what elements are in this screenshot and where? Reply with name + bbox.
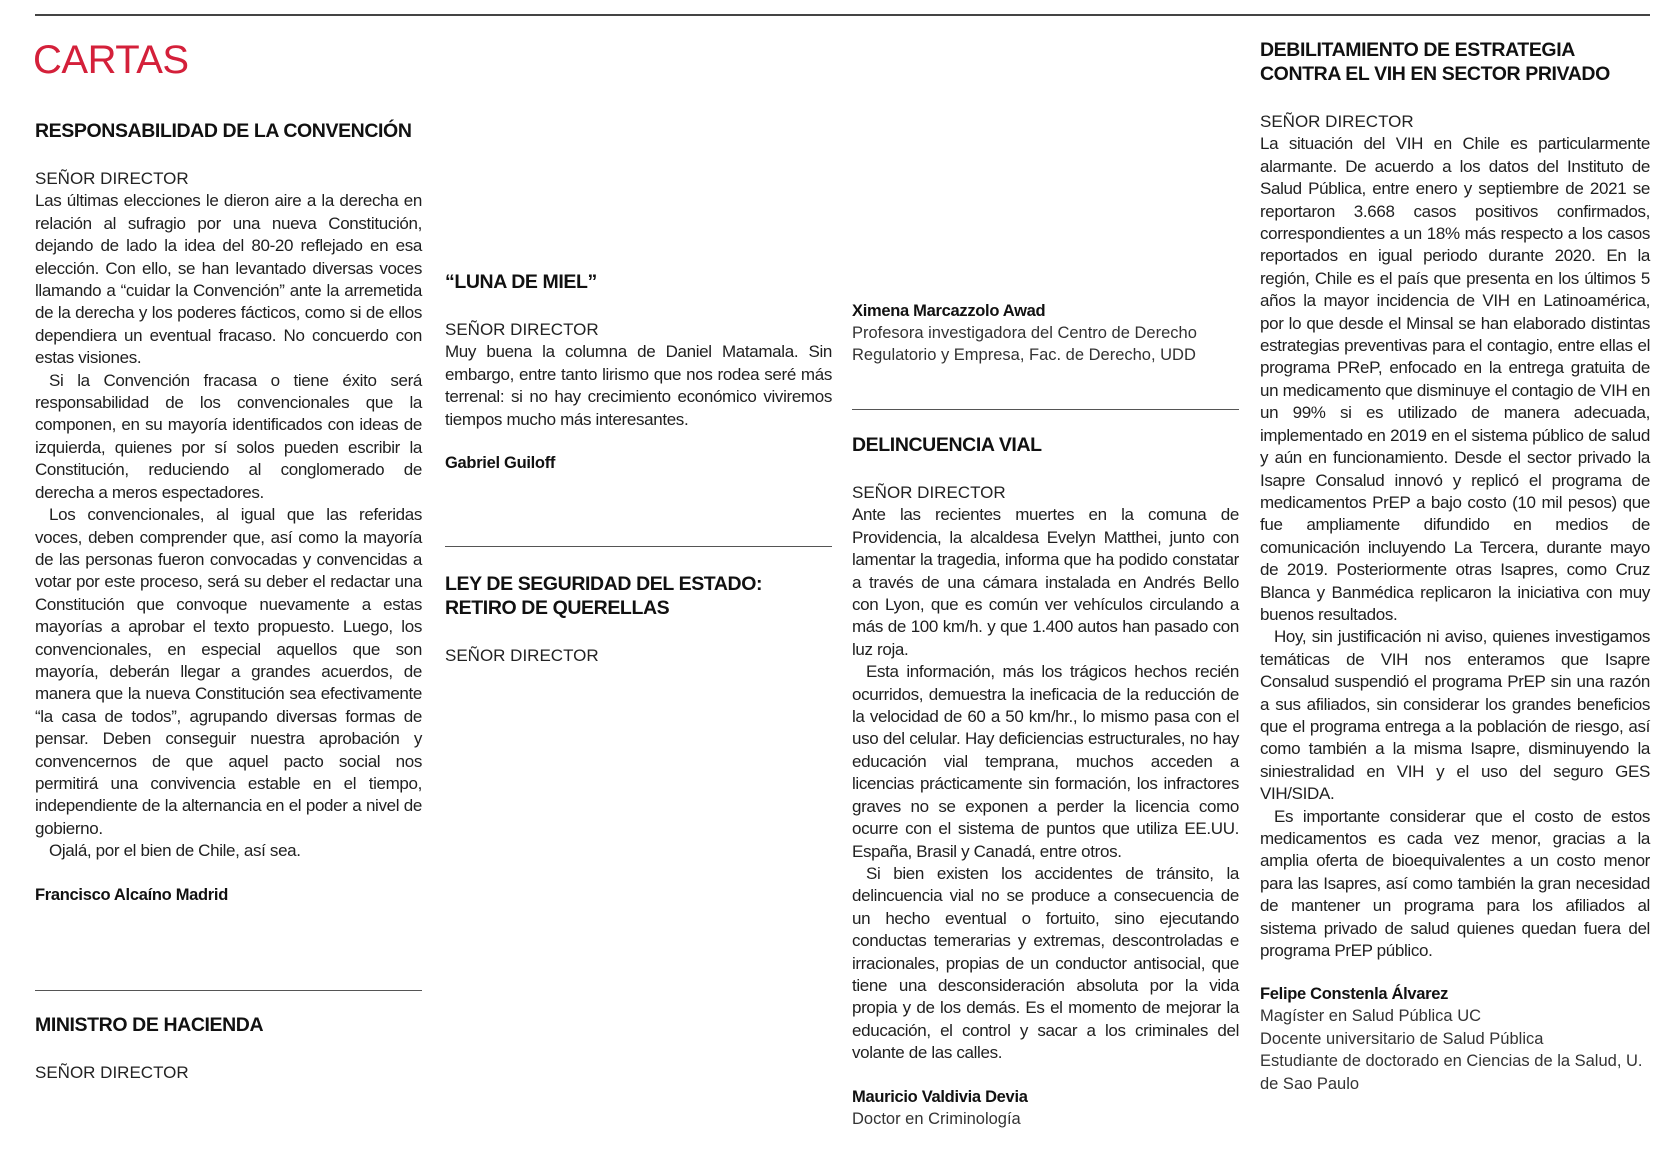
letter-paragraph: Si bien existen los accidentes de tránsito, la delincuencia vial no se produce a consecuencia de un hecho eventual o fortuito, sino ejecutando conductas temerarias y extremas, descontroladas e irracionales, propias de un conductor antisocial, que tiene una desconsideración absoluta por la vida propia y de los demás. Es el momento de mejorar la educación, el control y sacar a los criminales del volante de las calles. xyxy=(852,863,1239,1063)
letter-paragraph: La situación del VIH en Chile es particularmente alarmante. De acuerdo a los datos del Instituto de Salud Pública, entre enero y septiembre de 2021 se reportaron 3.668 casos positivos confirmados, correspondientes a un 18% más respecto a los casos reportados en igual periodo durante 2020. En la región, Chile es el país que presenta en los últimos 5 años la mayor incidencia de VIH en Latinoamérica, por lo que desde el Minsal se han elaborado distintas estrategias preventivas para el contagio, entre ellas el programa PReP, enfocado en la entrega gratuita de un medicamento que disminuye el contagio de VIH en un 99% si es utilizado de manera adecuada, implementado en 2019 en el sistema público de salud y aún en funcionamiento. Desde el sector privado la Isapre Consalud innovó y replicó el programa de medicamentos PrEP a bajo costo (10 mil pesos) que fue ampliamente difundido en medios de comunicación incluyendo La Tercera, durante mayo de 2019. Posteriormente otras Isapres, como Cruz Blanca y Banmédica replicaron la iniciativa con muy buenos resultados. xyxy=(1260,134,1650,624)
letter-credentials xyxy=(852,1108,1239,1130)
letter-paragraph: Los convencionales, al igual que las referidas voces, deben comprender que, así como la mayoría de las personas fueron convocadas y convencidas a votar por este proceso, será su deber el redactar una Constitución que convoque nuevamente a estas mayorías a aprobar el texto propuesto. Luego, los convencionales, en especial aquellos que son mayoría, deberán llegar a grandes acuerdos, de manera que la nueva Constitución sea efectivamente “la casa de todos”, agrupando diversas formas de pensar. Deben conseguir nuestra aprobación y convencernos de que aquel pacto social nos permitirá una convivencia estable en el tiempo, independiente de la alternancia en el poder a nivel de gobierno. xyxy=(35,505,422,838)
column-1 xyxy=(35,0,422,1175)
credential-line: Profesora investigadora del Centro de Derecho Regulatorio y Empresa, Fac. de Derecho, UDD xyxy=(852,324,1197,365)
credential-line: Magíster en Salud Pública UC xyxy=(1260,1007,1482,1026)
column-2 xyxy=(445,0,832,1175)
letter-body xyxy=(35,190,422,862)
credential-line: Estudiante de doctorado en Ciencias de la Salud, U. de Sao Paulo xyxy=(1260,1052,1643,1093)
letter-paragraph: Ojalá, por el bien de Chile, así sea. xyxy=(49,841,301,861)
letter-salutation: SEÑOR DIRECTOR xyxy=(852,483,1006,502)
letter-paragraph: Las últimas elecciones le dieron aire a la derecha en relación al sufragio por una nueva Constitución, dejando de lado la idea del 80-20 reflejado en esa elección. Con ello, se han levantado diversas voces llamando a “cuidar la Convención” ante la arremetida de la derecha y los poderes fácticos, como si de ellos dependiera un eventual fracaso. No concuerdo con estas visiones. xyxy=(35,191,422,368)
letter-salutation: SEÑOR DIRECTOR xyxy=(35,1063,189,1082)
letter-debilitamiento-vih xyxy=(1260,38,1650,1095)
column-4 xyxy=(1260,0,1650,1175)
letter-signature: Mauricio Valdivia Devia xyxy=(852,1087,1028,1106)
letter-body xyxy=(1260,133,1650,962)
letter-headline: DEBILITAMIENTO DE ESTRATEGIA CONTRA EL VIH EN SECTOR PRIVADO xyxy=(1260,39,1610,85)
column-divider-rule xyxy=(35,990,422,991)
letter-headline: RESPONSABILIDAD DE LA CONVENCIÓN xyxy=(35,120,412,142)
letter-delincuencia-vial xyxy=(852,433,1239,1130)
column-3 xyxy=(852,0,1239,1175)
column-divider-rule xyxy=(445,546,832,547)
letter-salutation: SEÑOR DIRECTOR xyxy=(445,320,599,339)
letter-paragraph: Esta información, más los trágicos hechos recién ocurridos, demuestra la ineficacia de la reducción de la velocidad de 60 a 50 km/hr., lo mismo pasa con el uso del celular. Hay deficiencias estructurales, no hay educación vial temprana, muchos acceden a licencias prácticamente sin formación, los infractores graves no se exponen a perder la licencia como ocurre con el sistema de puntos que utiliza EE.UU. España, Brasil y Canadá, entre otros. xyxy=(852,662,1239,861)
letter-marcazzolo-signature-block xyxy=(852,300,1239,367)
letter-headline: LEY DE SEGURIDAD DEL ESTADO: RETIRO DE QUERELLAS xyxy=(445,573,763,619)
letter-ministro-hacienda xyxy=(35,1013,422,1084)
letter-salutation: SEÑOR DIRECTOR xyxy=(445,646,599,665)
letter-luna-de-miel xyxy=(445,270,832,474)
letter-body xyxy=(445,341,832,431)
letter-headline: MINISTRO DE HACIENDA xyxy=(35,1014,264,1036)
letter-paragraph: Muy buena la columna de Daniel Matamala. Sin embargo, entre tanto lirismo que nos rodea seré más terrenal: si no hay crecimiento económico viviremos tiempos mucho más interesantes. xyxy=(445,342,832,429)
letter-headline: “LUNA DE MIEL” xyxy=(445,271,597,293)
letter-credentials xyxy=(852,322,1239,367)
letter-signature: Ximena Marcazzolo Awad xyxy=(852,302,1046,320)
credential-line: Doctor en Criminología xyxy=(852,1109,1021,1128)
letter-responsabilidad-convencion xyxy=(35,119,422,906)
section-title: CARTAS xyxy=(33,38,189,82)
letter-body xyxy=(852,504,1239,1064)
letter-signature: Gabriel Guiloff xyxy=(445,454,556,473)
letter-paragraph: Ante las recientes muertes en la comuna de Providencia, la alcaldesa Evelyn Matthei, junto con lamentar la tragedia, informa que ha podido constatar a través de una cámara instalada en Andrés Bello con Lyon, que es común ver vehículos circulando a más de 100 km/h. y que 1.400 autos han pasado con luz roja. xyxy=(852,505,1239,659)
letter-paragraph: Es importante considerar que el costo de estos medicamentos es cada vez menor, gracias a la amplia oferta de bioequivalentes a un costo menor para las Isapres, así como también la gran necesidad de mantener un programa para los afiliados al sistema privado de salud quienes quedan fuera del programa PrEP público. xyxy=(1260,806,1650,961)
letter-credentials xyxy=(1260,1005,1650,1095)
letter-paragraph: Si la Convención fracasa o tiene éxito será responsabilidad de los convencionales que la componen, en su mayoría identificados con ideas de izquierda, quienes por sí solos pueden escribir la Constitución, reduciendo al conglomerado de derecha a meros espectadores. xyxy=(35,370,422,502)
letter-signature: Felipe Constenla Álvarez xyxy=(1260,985,1449,1004)
letter-headline: DELINCUENCIA VIAL xyxy=(852,434,1042,456)
credential-line: Docente universitario de Salud Pública xyxy=(1260,1029,1544,1048)
letter-ley-seguridad-estado xyxy=(445,572,832,667)
letter-paragraph: Hoy, sin justificación ni aviso, quienes investigamos temáticas de VIH nos enteramos que Isapre Consalud suspendió el programa PrEP sin una razón a sus afiliados, sin considerar los grandes beneficios que el programa entrega a la población de riesgo, así como también a la misma Isapre, disminuyendo la siniestralidad en VIH y el uso del seguro GES VIH/SIDA. xyxy=(1260,627,1650,804)
letter-signature: Francisco Alcaíno Madrid xyxy=(35,885,228,904)
letter-salutation: SEÑOR DIRECTOR xyxy=(35,169,189,188)
column-divider-rule xyxy=(852,409,1239,410)
letter-salutation: SEÑOR DIRECTOR xyxy=(1260,112,1414,131)
